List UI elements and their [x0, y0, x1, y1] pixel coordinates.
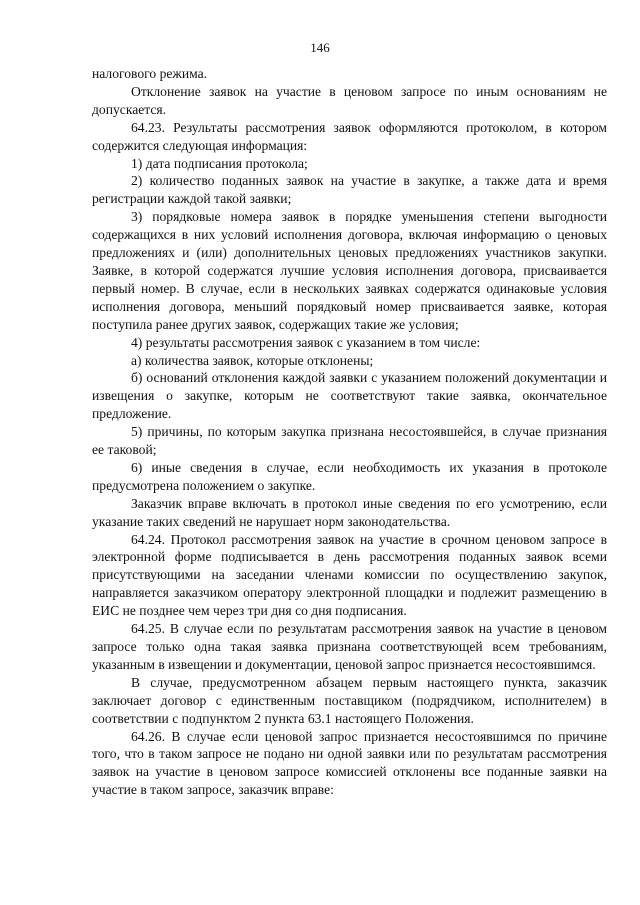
paragraph: Заказчик вправе включать в протокол иные сведения по его усмотрению, если указание таких сведений не нарушает норм законодательства. — [92, 495, 607, 529]
paragraph: Отклонение заявок на участие в ценовом запросе по иным основаниям не допускается. — [92, 83, 607, 117]
list-item: 5) причины, по которым закупка признана несостоявшейся, в случае признания ее таковой; — [92, 424, 607, 458]
list-item: б) оснований отклонения каждой заявки с указанием положений документации и извещения о закупке, которым не соответствуют такие заявка, окончательное предложение. — [92, 370, 607, 422]
paragraph: В случае, предусмотренном абзацем первым настоящего пункта, заказчик заключает договор с единственным поставщиком (подрядчиком, исполнителем) в соответствии с подпунктом 2 пункта 63.1 настоящего Положения. — [92, 674, 607, 726]
list-item: 6) иные сведения в случае, если необходимость их указания в протоколе предусмотрена положением о закупке. — [92, 459, 607, 493]
document-body — [92, 65, 607, 799]
list-item: а) количества заявок, которые отклонены; — [131, 352, 374, 368]
paragraph: 64.25. В случае если по результатам рассмотрения заявок на участие в ценовом запросе только одна такая заявка признана соответствующей всем требованиям, указанным в извещении и документации, ценовой запрос признается несостоявшимся. — [92, 621, 607, 672]
list-item: 3) порядковые номера заявок в порядке уменьшения степени выгодности содержащихся в них условий исполнения договора, включая информацию о ценовых предложениях и (или) дополнительных ценовых предложениях участников закупки. Заявке, в которой содержатся лучшие условия исполнения договора, присваивается первый номер. В случае, если в нескольких заявках содержатся одинаковые условия исполнения договора, меньший порядковый номер присваивается заявке, которая поступила ранее других заявок, содержащих такие же условия; — [92, 209, 607, 332]
list-item: 2) количество поданных заявок на участие в закупке, а также дата и время регистрации каждой такой заявки; — [92, 173, 607, 207]
list-item: 4) результаты рассмотрения заявок с указанием в том числе: — [131, 334, 481, 350]
list-item: 1) дата подписания протокола; — [131, 155, 308, 171]
paragraph: налогового режима. — [92, 66, 208, 81]
page-number: 146 — [310, 40, 330, 55]
paragraph: 64.23. Результаты рассмотрения заявок оформляются протоколом, в котором содержится следующая информация: — [92, 119, 607, 153]
paragraph: 64.26. В случае если ценовой запрос признается несостоявшимся по причине того, что в таком запросе не подано ни одной заявки или по результатам рассмотрения заявок на участие в ценовом запросе комиссией отклонены все поданные заявки на участие в таком запросе, заказчик вправе: — [92, 728, 607, 798]
paragraph: 64.24. Протокол рассмотрения заявок на участие в срочном ценовом запросе в электронной форме подписывается в день рассмотрения поданных заявок всеми присутствующими на заседании членами комиссии по осуществлению закупок, направляется заказчиком оператору электронной площадки и подлежит размещению в ЕИС не позднее чем через три дня со дня подписания. — [92, 531, 607, 619]
